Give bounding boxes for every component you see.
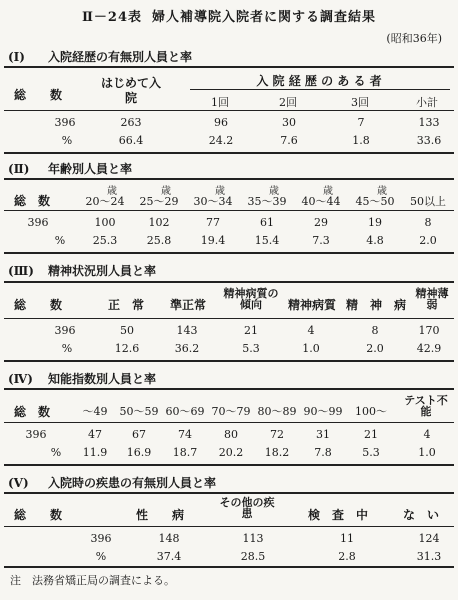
- s2-count-2: 102: [148, 216, 170, 229]
- divider: [4, 210, 454, 211]
- s2-pct-5: 7.3: [312, 234, 330, 247]
- s4-col-2: 50～59: [119, 405, 159, 418]
- section-4-roman: (Ⅳ): [8, 372, 33, 386]
- s5-pct-4: 31.3: [416, 550, 442, 563]
- s1-pct-subtotal: 33.6: [416, 134, 442, 147]
- s5-pct-1: 37.4: [156, 550, 182, 563]
- s1-count-2: 30: [282, 116, 296, 129]
- section-2-heading: [8, 160, 132, 177]
- divider: [4, 110, 454, 111]
- s3-col-1: 正 常: [107, 298, 144, 312]
- s1-pct-1: 24.2: [208, 134, 234, 147]
- s2-unit: 歳: [161, 186, 171, 197]
- divider: [4, 464, 454, 466]
- s4-count-7: 21: [364, 428, 378, 441]
- s2-total-label: 総 数: [14, 194, 51, 208]
- s5-count-2: 113: [242, 532, 264, 545]
- s5-count-4: 124: [418, 532, 440, 545]
- s2-unit: 歳: [215, 186, 225, 197]
- group-underline: [190, 89, 450, 90]
- s1-col-2: 2回: [279, 96, 297, 109]
- s2-unit: 歳: [107, 186, 117, 197]
- table-title: [0, 6, 458, 25]
- s2-pct-6: 4.8: [366, 234, 384, 247]
- s2-pct-4: 15.4: [254, 234, 280, 247]
- s4-count-1: 47: [88, 428, 102, 441]
- section-1-heading: [8, 48, 192, 65]
- s2-col-6: 45～50: [355, 195, 395, 208]
- s4-col-5: 80～89: [257, 405, 297, 418]
- s3-count-5: 8: [371, 324, 379, 337]
- s2-col-7: 50以上: [410, 195, 446, 208]
- section-3-title: 精神状況別人員と率: [48, 264, 157, 278]
- footnote: 注 法務省矯正局の調査による。: [10, 574, 175, 587]
- s4-col-1: ～49: [82, 405, 108, 418]
- s2-count-1: 100: [94, 216, 116, 229]
- s1-count-3: 7: [357, 116, 365, 129]
- s2-col-1: 20～24: [85, 195, 125, 208]
- s4-pct-8: 1.0: [418, 446, 436, 459]
- section-1-roman: (Ⅰ): [8, 50, 25, 64]
- s5-count-1: 148: [158, 532, 180, 545]
- s4-count-2: 67: [132, 428, 146, 441]
- s2-col-2: 25～29: [139, 195, 179, 208]
- divider: [4, 178, 454, 180]
- s1-count-first: 263: [120, 116, 142, 129]
- s5-count-total: 396: [90, 532, 112, 545]
- section-2-roman: (Ⅱ): [8, 162, 30, 176]
- s2-pct-label: %: [54, 234, 66, 247]
- s4-col-7: 100～: [355, 405, 387, 418]
- s3-pct-6: 42.9: [416, 342, 442, 355]
- s3-col-3: 精神病質の傾向: [223, 287, 279, 311]
- s3-count-4: 4: [307, 324, 315, 337]
- s3-pct-1: 12.6: [114, 342, 140, 355]
- s4-pct-6: 7.8: [314, 446, 332, 459]
- s4-pct-1: 11.9: [82, 446, 108, 459]
- s1-col-4: 小計: [416, 96, 438, 109]
- s1-first-time-label: はじめて入 院: [100, 76, 186, 105]
- s4-pct-label: %: [50, 446, 62, 459]
- s3-count-6: 170: [418, 324, 440, 337]
- s2-count-4: 61: [260, 216, 274, 229]
- section-5-title: 入院時の疾患の有無別人員と率: [48, 476, 217, 490]
- table-number: Ⅱ－24表: [81, 10, 143, 25]
- divider: [4, 281, 454, 283]
- section-5-roman: (Ⅴ): [8, 476, 29, 490]
- s2-pct-3: 19.4: [200, 234, 226, 247]
- s4-count-8: 4: [423, 428, 431, 441]
- s4-pct-3: 18.7: [172, 446, 198, 459]
- s4-count-5: 72: [270, 428, 284, 441]
- s2-count-total: 396: [27, 216, 49, 229]
- section-4-heading: [8, 370, 156, 387]
- divider: [4, 152, 454, 154]
- s5-col-3: 検 査 中: [307, 508, 368, 522]
- s2-col-4: 35～39: [247, 195, 287, 208]
- s2-pct-7: 2.0: [419, 234, 437, 247]
- divider: [4, 388, 454, 390]
- s2-count-6: 19: [368, 216, 382, 229]
- s1-pct-2: 7.6: [280, 134, 298, 147]
- divider: [4, 526, 454, 527]
- divider: [4, 66, 454, 68]
- s1-pct-first: 66.4: [118, 134, 144, 147]
- s3-col-5: 精 神 病: [346, 298, 407, 312]
- divider: [4, 252, 454, 254]
- s4-col-6: 90～99: [303, 405, 343, 418]
- s1-count-1: 96: [214, 116, 228, 129]
- s3-total-label: 総 数: [14, 298, 63, 312]
- s3-pct-3: 5.3: [242, 342, 260, 355]
- s4-count-6: 31: [316, 428, 330, 441]
- s5-pct-label: %: [95, 550, 107, 563]
- survey-year: (昭和36年): [386, 32, 442, 45]
- s1-group-label: 入 院 経 歴 の あ る 者: [256, 74, 382, 88]
- s1-col-1: 1回: [211, 96, 229, 109]
- s3-count-2: 143: [176, 324, 198, 337]
- s4-pct-4: 20.2: [218, 446, 244, 459]
- s3-count-total: 396: [54, 324, 76, 337]
- s5-col-1: 性 病: [135, 508, 184, 522]
- s3-col-4: 精神病質: [287, 298, 336, 312]
- s2-unit: 歳: [269, 186, 279, 197]
- s4-total-label: 総 数: [14, 405, 51, 419]
- s1-count-subtotal: 133: [418, 116, 440, 129]
- s1-pct-3: 1.8: [352, 134, 370, 147]
- s3-pct-5: 2.0: [366, 342, 384, 355]
- divider: [4, 318, 454, 319]
- s4-count-4: 80: [224, 428, 238, 441]
- s2-pct-2: 25.8: [146, 234, 172, 247]
- s3-pct-label: %: [61, 342, 73, 355]
- s2-pct-1: 25.3: [92, 234, 118, 247]
- divider: [4, 566, 454, 568]
- s4-col-4: 70～79: [211, 405, 251, 418]
- divider: [4, 360, 454, 362]
- table-title-text: 婦人補導院入院者に関する調査結果: [152, 10, 377, 25]
- s3-count-1: 50: [120, 324, 134, 337]
- section-3-heading: [8, 262, 156, 279]
- s5-count-3: 11: [340, 532, 354, 545]
- s4-count-3: 74: [178, 428, 192, 441]
- s4-col-3: 60～69: [165, 405, 205, 418]
- s3-col-6: 精神薄弱: [415, 287, 449, 311]
- s3-col-2: 準正常: [169, 298, 206, 312]
- s3-pct-4: 1.0: [302, 342, 320, 355]
- s3-pct-2: 36.2: [174, 342, 200, 355]
- s2-count-7: 8: [424, 216, 432, 229]
- s4-pct-5: 18.2: [264, 446, 290, 459]
- section-5-heading: [8, 474, 216, 491]
- s2-unit: 歳: [377, 186, 387, 197]
- s5-col-2: その他の疾 患: [219, 496, 286, 520]
- section-4-title: 知能指数別人員と率: [48, 372, 157, 386]
- s4-pct-7: 5.3: [362, 446, 380, 459]
- s2-col-3: 30～34: [193, 195, 233, 208]
- s5-pct-2: 28.5: [240, 550, 266, 563]
- s5-total-label: 総 数: [14, 508, 63, 522]
- s4-count-total: 396: [25, 428, 47, 441]
- s5-col-4: な い: [402, 508, 439, 522]
- s2-count-5: 29: [314, 216, 328, 229]
- s3-count-3: 21: [244, 324, 258, 337]
- s1-count-total: 396: [54, 116, 76, 129]
- section-1-title: 入院経歴の有無別人員と率: [48, 50, 193, 64]
- s4-pct-2: 16.9: [126, 446, 152, 459]
- s4-col-8: テスト不能: [404, 394, 448, 418]
- s1-pct-label: %: [61, 134, 73, 147]
- s1-col-3: 3回: [351, 96, 369, 109]
- divider: [4, 492, 454, 494]
- s1-total-label: 総 数: [14, 88, 63, 102]
- s5-pct-3: 2.8: [338, 550, 356, 563]
- divider: [4, 422, 454, 423]
- s2-unit: 歳: [323, 186, 333, 197]
- section-3-roman: (Ⅲ): [8, 264, 34, 278]
- section-2-title: 年齢別人員と率: [48, 162, 133, 176]
- s2-col-5: 40～44: [301, 195, 341, 208]
- s2-count-3: 77: [206, 216, 220, 229]
